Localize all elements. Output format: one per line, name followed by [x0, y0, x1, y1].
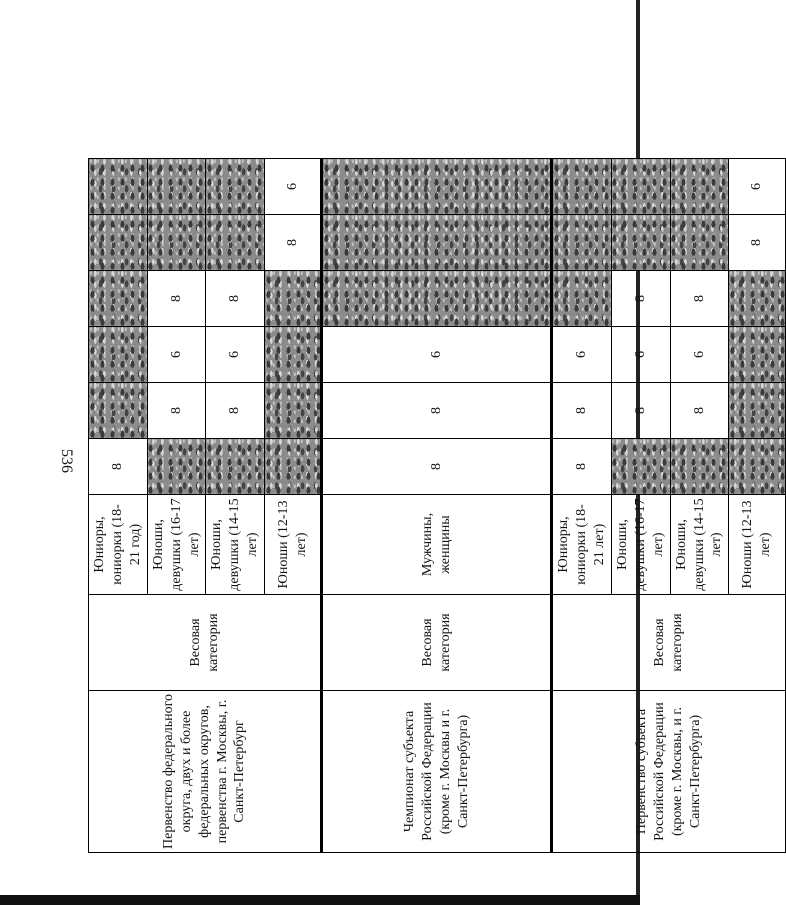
value-cell — [611, 159, 670, 215]
event-cell: Первенство федерального округа, двух и более федеральных округов, первенства г. Москвы, г. Санкт-Петербург — [89, 691, 322, 853]
value-cell — [206, 439, 265, 495]
value-cell — [265, 383, 322, 439]
value-cell — [322, 215, 552, 271]
value-cell — [89, 327, 148, 383]
age-group-cell: Юноши, девушки (14-15 лет) — [206, 495, 265, 595]
value-cell — [265, 327, 322, 383]
value-cell: 6 — [147, 327, 206, 383]
table-body — [89, 75, 786, 853]
value-cell: 6 — [206, 327, 265, 383]
value-cell: 8 — [729, 215, 786, 271]
value-cell: 8 — [206, 383, 265, 439]
value-cell: 8 — [265, 215, 322, 271]
value-cell: 6 — [670, 327, 729, 383]
value-cell: 6 — [552, 327, 612, 383]
value-cell: 8 — [611, 271, 670, 327]
value-cell: 6 — [265, 159, 322, 215]
value-cell: 8 — [322, 439, 552, 495]
value-cell — [89, 159, 148, 215]
value-cell — [89, 215, 148, 271]
value-cell — [89, 271, 148, 327]
value-cell — [322, 271, 552, 327]
age-group-cell: Юноши, девушки (16-17 лет) — [147, 495, 206, 595]
program-cell: Весовая категория — [552, 595, 786, 691]
value-cell: 8 — [552, 439, 612, 495]
event-cell: Первенство субъекта Российской Федерации (кроме г. Москвы, и г. Санкт-Петербурга) — [552, 691, 786, 853]
rotated-table-wrapper — [88, 75, 774, 853]
value-cell — [147, 215, 206, 271]
value-cell — [729, 271, 786, 327]
value-cell: 8 — [552, 383, 612, 439]
value-cell — [670, 159, 729, 215]
table-row — [89, 75, 148, 853]
program-cell: Весовая категория — [322, 595, 552, 691]
value-cell — [265, 439, 322, 495]
competition-table — [88, 74, 786, 853]
value-cell — [729, 383, 786, 439]
value-cell — [147, 439, 206, 495]
value-cell — [206, 215, 265, 271]
age-group-cell: Юноши (12-13 лет) — [729, 495, 786, 595]
value-cell: 6 — [611, 327, 670, 383]
value-cell — [147, 159, 206, 215]
age-group-cell: Юниоры, юниорки (18-21 лет) — [552, 495, 612, 595]
value-cell — [729, 439, 786, 495]
table-row — [322, 75, 552, 853]
value-cell — [322, 159, 552, 215]
value-cell: 8 — [206, 271, 265, 327]
table-row — [552, 75, 612, 853]
value-cell — [670, 215, 729, 271]
value-cell — [552, 271, 612, 327]
value-cell: 8 — [147, 383, 206, 439]
age-group-cell: Юноши (12-13 лет) — [265, 495, 322, 595]
value-cell: 6 — [729, 159, 786, 215]
value-cell — [89, 383, 148, 439]
age-group-cell: Юноши, девушки (14-15 лет) — [670, 495, 729, 595]
value-cell: 8 — [611, 383, 670, 439]
age-group-cell: Мужчины, женщины — [322, 495, 552, 595]
value-cell — [265, 271, 322, 327]
value-cell: 6 — [322, 327, 552, 383]
value-cell: 8 — [670, 271, 729, 327]
value-cell: 8 — [670, 383, 729, 439]
value-cell — [670, 439, 729, 495]
age-group-cell: Юниоры, юниорки (18-21 год) — [89, 495, 148, 595]
value-cell — [552, 215, 612, 271]
page-edge-bottom — [0, 895, 640, 905]
age-group-cell: Юноши, девушки (16-17 лет) — [611, 495, 670, 595]
value-cell — [611, 215, 670, 271]
value-cell: 8 — [322, 383, 552, 439]
program-cell: Весовая категория — [89, 595, 322, 691]
value-cell — [206, 159, 265, 215]
value-cell — [552, 159, 612, 215]
value-cell — [729, 327, 786, 383]
event-cell: Чемпионат субъекта Российской Федерации (кроме г. Москвы и г. Санкт-Петербурга) — [322, 691, 552, 853]
value-cell: 8 — [147, 271, 206, 327]
value-cell: 8 — [89, 439, 148, 495]
value-cell — [611, 439, 670, 495]
page-number: 536 — [58, 449, 75, 473]
